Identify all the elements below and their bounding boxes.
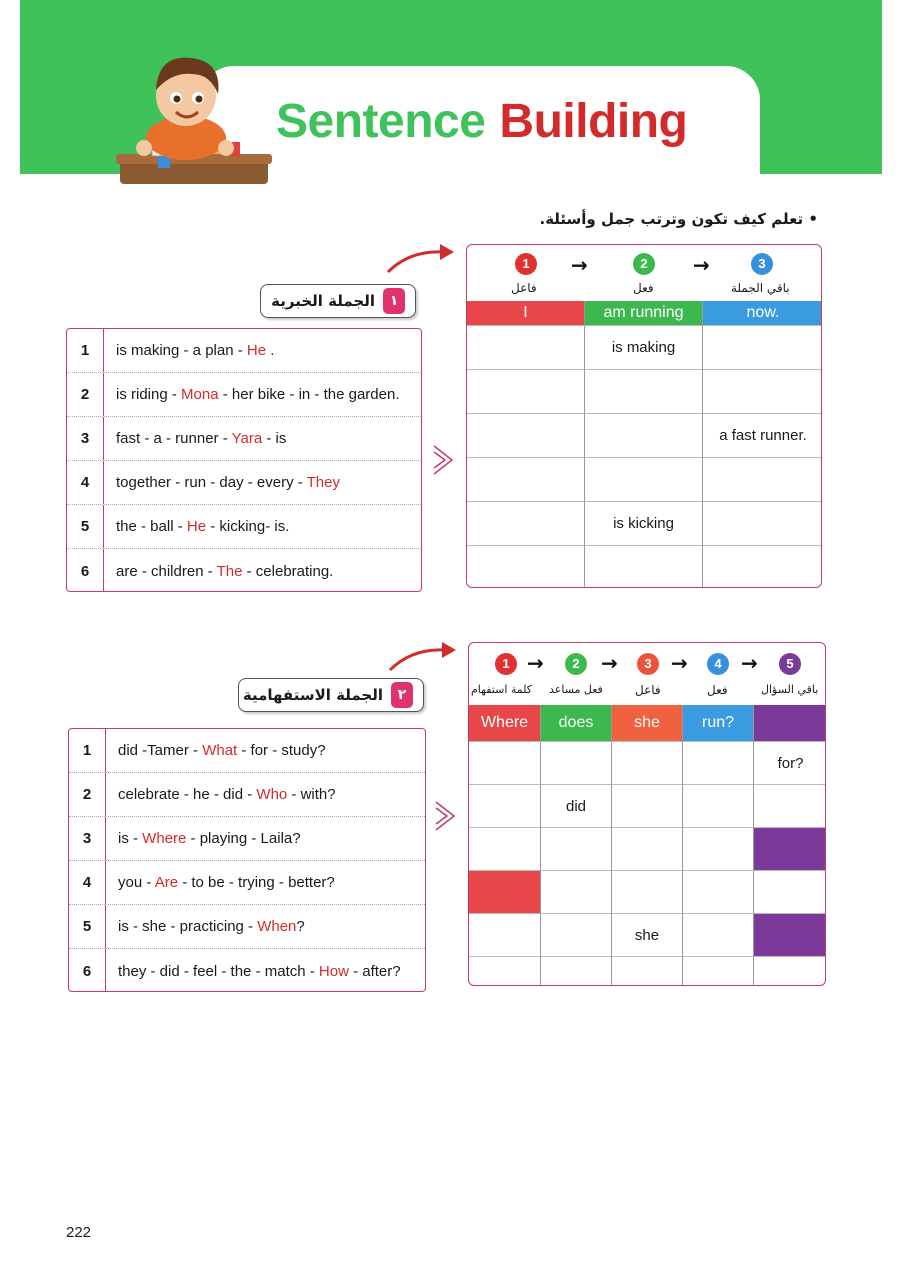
answer-cell[interactable]	[541, 742, 612, 785]
step-label-2: فعل	[633, 281, 654, 295]
header-cell: she	[612, 705, 683, 742]
sentence-text: is - she - practicing - When?	[118, 918, 305, 935]
section2-number-badge: ٢	[391, 682, 413, 708]
step-number-3: 3	[751, 253, 773, 275]
answer-cell[interactable]	[541, 828, 612, 871]
answer-cell[interactable]: she	[612, 914, 683, 957]
answer-cell[interactable]: for?	[754, 742, 826, 785]
answer-cell[interactable]: is making	[585, 326, 703, 370]
step-label-4: فعل	[707, 683, 728, 697]
list-item	[67, 417, 421, 461]
filled-answer-cell[interactable]	[754, 914, 826, 957]
answer-cell[interactable]	[703, 326, 822, 370]
step-label-3: باقي الجملة	[731, 281, 790, 295]
answer-cell[interactable]	[467, 326, 585, 370]
answer-cell[interactable]	[683, 957, 754, 986]
answer-cell[interactable]	[612, 742, 683, 785]
step-number-2: 2	[633, 253, 655, 275]
list-item	[69, 949, 425, 992]
title-word-1: Sentence	[276, 95, 486, 148]
answer-cell[interactable]	[612, 871, 683, 914]
row-number: 1	[67, 329, 104, 372]
step-number-1: 1	[515, 253, 537, 275]
answer-grid	[467, 301, 822, 588]
answer-cell[interactable]	[469, 742, 541, 785]
answer-cell[interactable]	[612, 957, 683, 986]
answer-cell[interactable]	[683, 914, 754, 957]
header-cell: does	[541, 705, 612, 742]
step-label-5: باقي السؤال	[761, 683, 819, 696]
answer-cell[interactable]	[585, 414, 703, 458]
answer-cell[interactable]	[754, 957, 826, 986]
section1-sentence-table	[66, 328, 422, 592]
step-number-3: 3	[637, 653, 659, 675]
answer-cell[interactable]: is kicking	[585, 502, 703, 546]
section2-question-table	[68, 728, 426, 992]
sentence-text: celebrate - he - did - Who - with?	[118, 786, 336, 803]
arrow-right-icon: →	[671, 651, 688, 675]
header-cell: Where	[469, 705, 541, 742]
list-item	[69, 905, 425, 949]
header-cell	[754, 705, 826, 742]
step-number-4: 4	[707, 653, 729, 675]
row-number: 4	[67, 461, 104, 504]
arrow-right-icon: →	[741, 651, 758, 675]
arrow-right-icon: →	[693, 253, 710, 277]
answer-cell[interactable]	[467, 458, 585, 502]
answer-cell[interactable]	[541, 914, 612, 957]
list-item	[67, 549, 421, 592]
answer-cell[interactable]	[683, 785, 754, 828]
step-label-1: كلمة استفهام	[471, 683, 533, 696]
filled-answer-cell[interactable]	[469, 871, 541, 914]
page-number: 222	[66, 1224, 92, 1241]
curved-arrow-icon	[386, 640, 458, 674]
sentence-text: you - Are - to be - trying - better?	[118, 874, 335, 891]
answer-cell[interactable]	[467, 502, 585, 546]
sentence-text: the - ball - He - kicking- is.	[116, 518, 290, 535]
sentence-text: is - Where - playing - Laila?	[118, 830, 301, 847]
row-number: 4	[69, 861, 106, 904]
filled-answer-cell[interactable]	[754, 828, 826, 871]
header-cell: run?	[683, 705, 754, 742]
section1-number-badge: ١	[383, 288, 405, 314]
answer-cell[interactable]	[469, 957, 541, 986]
arrow-right-icon: →	[601, 651, 618, 675]
list-item	[69, 773, 425, 817]
answer-cell[interactable]	[683, 742, 754, 785]
step-label-2: فعل مساعد	[549, 683, 603, 696]
answer-cell[interactable]	[703, 502, 822, 546]
section1-title: الجملة الخبرية	[271, 292, 375, 310]
sentence-text: together - run - day - every - They	[116, 474, 340, 491]
list-item	[67, 505, 421, 549]
answer-cell[interactable]	[541, 957, 612, 986]
boy-illustration	[114, 44, 274, 194]
answer-cell[interactable]	[754, 871, 826, 914]
header-cell: now.	[703, 301, 822, 326]
answer-cell[interactable]	[683, 828, 754, 871]
section2-label	[238, 678, 424, 712]
sentence-text: they - did - feel - the - match - How - after?	[118, 962, 401, 980]
list-item	[69, 729, 425, 773]
answer-cell[interactable]	[469, 785, 541, 828]
answer-cell[interactable]	[467, 414, 585, 458]
chevron-right-icon	[430, 796, 460, 836]
answer-cell[interactable]: a fast runner.	[703, 414, 822, 458]
answer-cell[interactable]	[683, 871, 754, 914]
answer-cell[interactable]	[585, 370, 703, 414]
answer-cell[interactable]	[612, 785, 683, 828]
section2-answer-table	[468, 642, 826, 986]
row-number: 6	[67, 549, 104, 592]
chevron-right-icon	[428, 440, 458, 480]
section2-title: الجملة الاستفهامية	[242, 686, 383, 704]
page-title	[276, 94, 687, 149]
sentence-text: is making - a plan - He .	[116, 342, 275, 359]
section1-answer-table	[466, 244, 822, 588]
step-number-2: 2	[565, 653, 587, 675]
list-item	[67, 461, 421, 505]
answer-cell[interactable]	[585, 458, 703, 502]
intro-text: • تعلم كيف تكون وترتب جمل وأسئلة.	[539, 210, 818, 228]
row-number: 5	[67, 505, 104, 548]
header-cell: am running	[585, 301, 703, 326]
list-item	[67, 373, 421, 417]
answer-cell[interactable]	[703, 370, 822, 414]
step-number-5: 5	[779, 653, 801, 675]
answer-cell[interactable]	[703, 546, 822, 588]
row-number: 5	[69, 905, 106, 948]
answer-cell[interactable]	[469, 914, 541, 957]
answer-cell[interactable]	[469, 828, 541, 871]
row-number: 2	[69, 773, 106, 816]
title-word-2: Building	[499, 95, 688, 148]
answer-cell[interactable]	[703, 458, 822, 502]
answer-cell[interactable]	[612, 828, 683, 871]
section1-label	[260, 284, 416, 318]
answer-cell[interactable]	[754, 785, 826, 828]
step-number-1: 1	[495, 653, 517, 675]
sentence-text: is riding - Mona - her bike - in - the garden.	[116, 386, 400, 403]
row-number: 1	[69, 729, 106, 772]
sentence-text: are - children - The - celebrating.	[116, 562, 334, 580]
sentence-text: did -Tamer - What - for - study?	[118, 742, 326, 759]
answer-grid	[469, 705, 826, 986]
answer-cell[interactable]	[541, 871, 612, 914]
list-item	[67, 329, 421, 373]
list-item	[69, 861, 425, 905]
row-number: 3	[67, 417, 104, 460]
arrow-right-icon: →	[571, 253, 588, 277]
answer-cell[interactable]	[585, 546, 703, 588]
sentence-text: fast - a - runner - Yara - is	[116, 430, 287, 447]
curved-arrow-icon	[384, 242, 456, 276]
arrow-right-icon: →	[527, 651, 544, 675]
row-number: 6	[69, 949, 106, 992]
list-item	[69, 817, 425, 861]
answer-cell[interactable]	[467, 370, 585, 414]
row-number: 3	[69, 817, 106, 860]
step-label-3: فاعل	[635, 683, 661, 697]
header-cell: I	[467, 301, 585, 326]
step-label-1: فاعل	[511, 281, 537, 295]
answer-cell[interactable]	[467, 546, 585, 588]
answer-cell[interactable]: did	[541, 785, 612, 828]
row-number: 2	[67, 373, 104, 416]
